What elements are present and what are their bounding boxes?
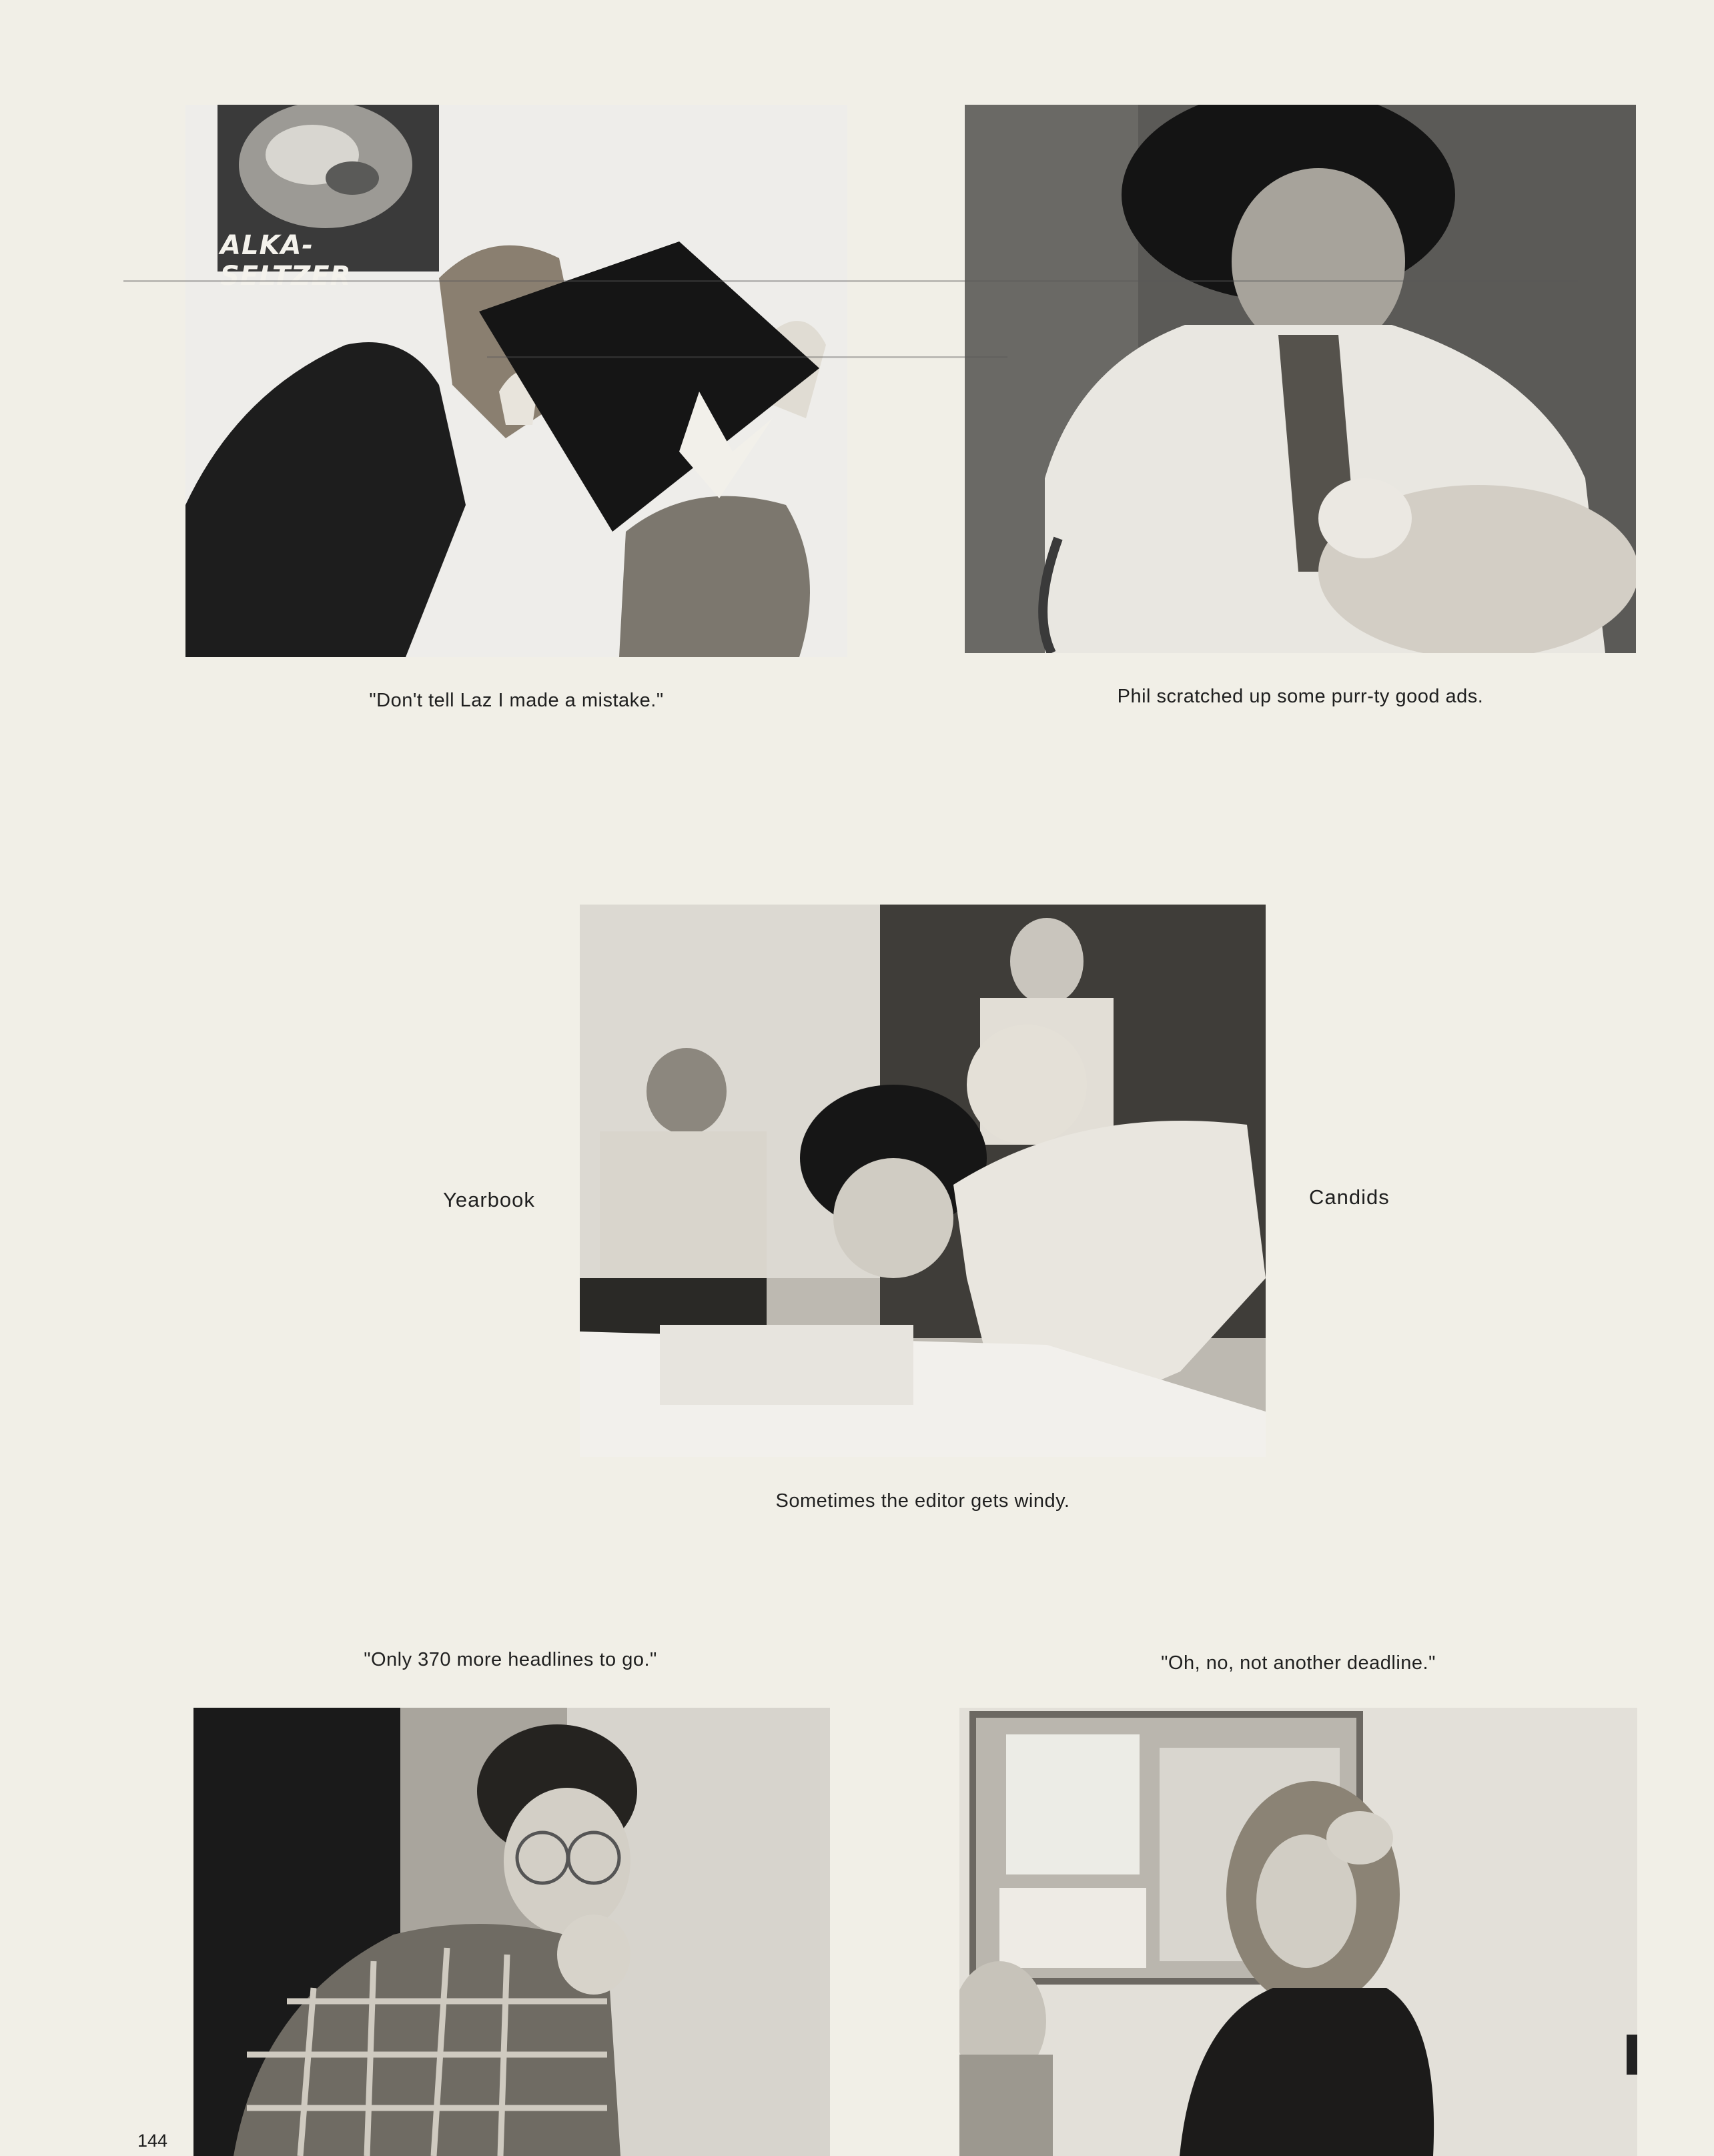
photo-deadline bbox=[959, 1708, 1637, 2156]
photo-headlines bbox=[193, 1708, 830, 2156]
photo-caption: Sometimes the editor gets windy. bbox=[775, 1490, 1070, 1512]
photo-yearbook-hide bbox=[185, 105, 847, 657]
photo-caption: Phil scratched up some purr-ty good ads. bbox=[1117, 686, 1484, 707]
side-word-right: Candids bbox=[1309, 1185, 1390, 1209]
sign-text: ALKA-SELTZER bbox=[220, 230, 352, 292]
photo-phil-cat bbox=[965, 105, 1636, 653]
photo-editor-windy bbox=[580, 905, 1266, 1457]
photo-caption: "Only 370 more headlines to go." bbox=[364, 1649, 657, 1670]
photo-caption: "Don't tell Laz I made a mistake." bbox=[369, 690, 664, 711]
side-word-left: Yearbook bbox=[443, 1188, 535, 1211]
scan-scratch bbox=[487, 356, 1007, 358]
photo-caption: "Oh, no, not another deadline." bbox=[1161, 1652, 1436, 1674]
page-number: 144 bbox=[137, 2131, 168, 2151]
scan-scratch bbox=[123, 280, 1578, 282]
